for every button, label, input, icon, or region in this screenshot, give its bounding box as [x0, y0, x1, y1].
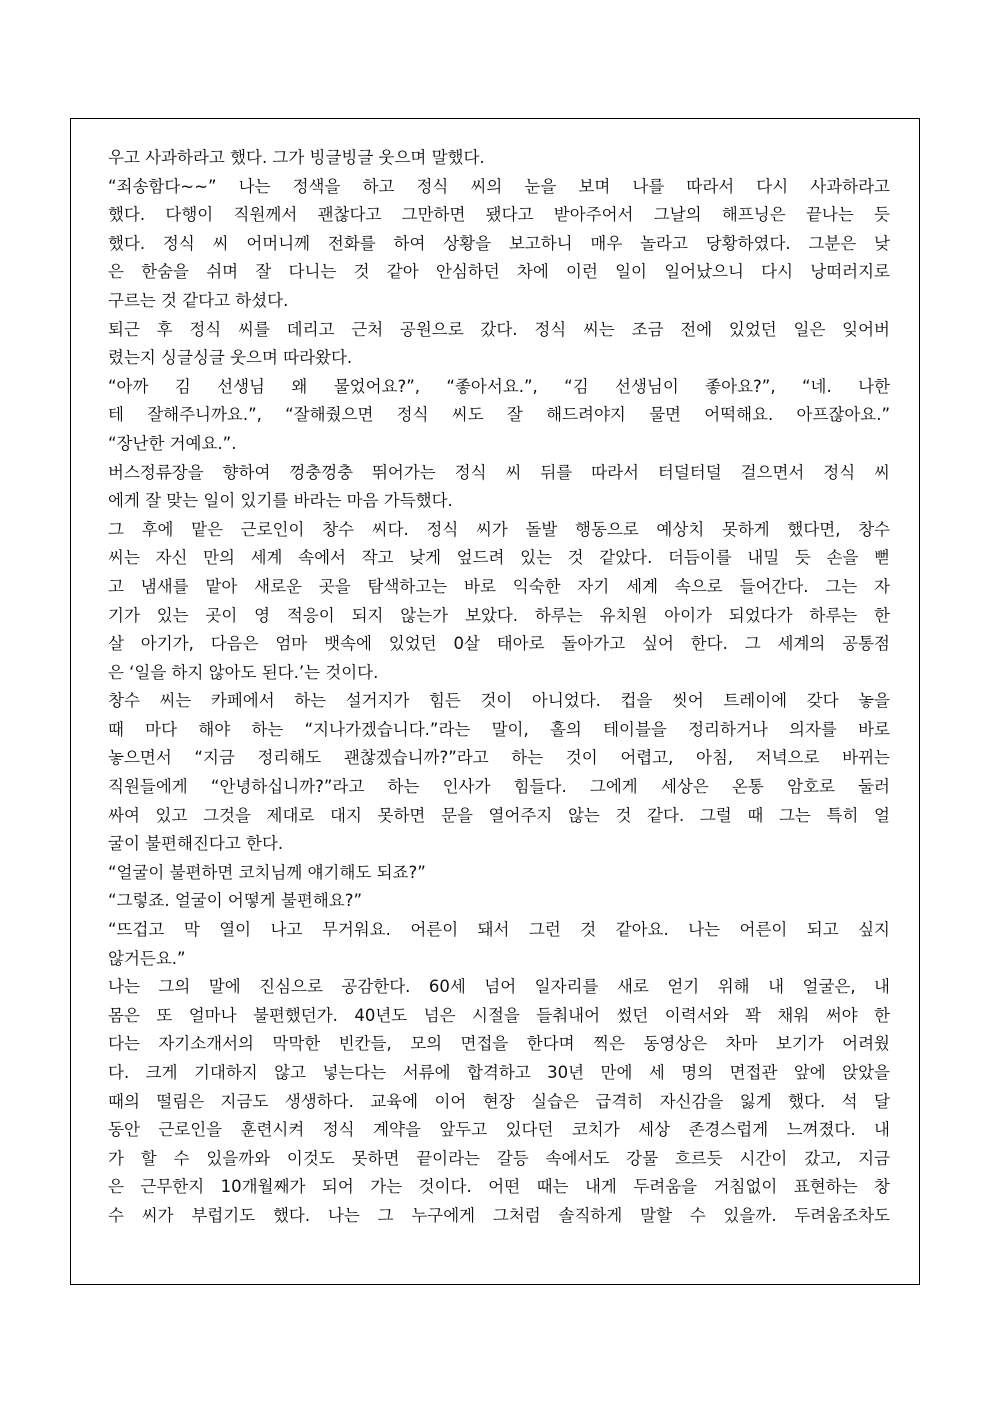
text-line: “장난한 거예요.”. — [108, 433, 237, 453]
text-line: 나는 그의 말에 진심으로 공감한다. 60세 넘어 일자리를 새로 얻기 위해 내 얼굴은, 내 — [108, 977, 890, 997]
text-line: “뜨겁고 막 열이 나고 무거워요. 어른이 돼서 그런 것 같아요. 나는 어른이 되고 싶지 — [108, 920, 890, 940]
text-line: 직원들에게 “안녕하십니까?”라고 하는 인사가 힘들다. 그에게 세상은 온통 암호로 둘러 — [108, 777, 890, 797]
text-line: 은 ‘일을 하지 않아도 된다.’는 것이다. — [108, 662, 379, 682]
text-line: 몸은 또 얼마나 불편했던가. 40년도 넘은 시절을 들춰내어 썼던 이력서와 꽉 채워 써야 한 — [108, 1005, 890, 1025]
text-line: 살 아기가, 다음은 엄마 뱃속에 있었던 0살 태아로 돌아가고 싶어 한다. 그 세계의 공통점 — [108, 634, 890, 654]
text-line: 놓으면서 “지금 정리해도 괜찮겠습니까?”라고 하는 것이 어렵고, 아침, 저녁으로 바뀌는 — [108, 748, 890, 768]
text-line: 다는 자기소개서의 막막한 빈칸들, 모의 면접을 한다며 찍은 동영상은 차마 보기가 어려웠 — [108, 1034, 890, 1054]
text-line: “그렇죠. 얼굴이 어떻게 불편해요?” — [108, 891, 363, 911]
text-line: 굴이 불편해진다고 한다. — [108, 834, 284, 854]
text-line: 때의 떨림은 지금도 생생하다. 교육에 이어 현장 실습은 급격히 자신감을 잃게 했다. 석 달 — [108, 1091, 890, 1111]
text-line: 은 한숨을 쉬며 잘 다니는 것 같아 안심하던 차에 이런 일이 일어났으니 다시 낭떠러지로 — [108, 262, 890, 282]
text-line: “아까 김 선생님 왜 물었어요?”, “좋아서요.”, “김 선생님이 좋아요?”, “네. 나한 — [108, 376, 890, 396]
text-line: 했다. 다행이 직원께서 괜찮다고 그만하면 됐다고 받아주어서 그날의 해프닝은 끝나는 듯 — [108, 205, 890, 225]
text-line: 수 씨가 부럽기도 했다. 나는 그 누구에게 그처럼 솔직하게 말할 수 있을까. 두려움조차도 — [108, 1205, 890, 1225]
text-line: 했다. 정식 씨 어머니께 전화를 하여 상황을 보고하니 매우 놀라고 당황하였다. 그분은 낮 — [108, 233, 890, 253]
text-line: 그 후에 맡은 근로인이 창수 씨다. 정식 씨가 돌발 행동으로 예상치 못하게 했다면, 창수 — [108, 519, 890, 539]
text-line: 우고 사과하라고 했다. 그가 빙글빙글 웃으며 말했다. — [108, 148, 485, 167]
text-line: 동안 근로인을 훈련시켜 정식 계약을 앞두고 있다던 코치가 세상 존경스럽게 느껴졌다. 내 — [108, 1120, 890, 1140]
text-line: 렸는지 싱글싱글 웃으며 따라왔다. — [108, 348, 353, 368]
text-line: “얼굴이 불편하면 코치님께 얘기해도 되죠?” — [108, 862, 426, 882]
text-line: 때 마다 해야 하는 “지나가겠습니다.”라는 말이, 홀의 테이블을 정리하거나 의자를 바로 — [108, 719, 890, 739]
text-line: 고 냄새를 맡아 새로운 곳을 탐색하고는 바로 익숙한 자기 세계 속으로 들어간다. 그는 자 — [108, 576, 890, 596]
text-line: 에게 잘 맞는 일이 있기를 바라는 마음 가득했다. — [108, 491, 453, 511]
text-line: 싸여 있고 그것을 제대로 대지 못하면 문을 열어주지 않는 것 같다. 그럴 때 그는 특히 얼 — [108, 805, 890, 825]
text-line: 기가 있는 곳이 영 적응이 되지 않는가 보았다. 하루는 유치원 아이가 되었다가 하루는 한 — [108, 605, 890, 625]
text-line: 않거든요.” — [108, 948, 186, 968]
text-line: 은 근무한지 10개월째가 되어 가는 것이다. 어떤 때는 내게 두려움을 거침없이 표현하는 창 — [108, 1177, 890, 1197]
text-line: 테 잘해주니까요.”, “잘해줬으면 정식 씨도 잘 해드려야지 물면 어떡해요. 아프잖아요.” — [108, 405, 890, 425]
text-line: 버스정류장을 향하여 껑충껑충 뛰어가는 정식 씨 뒤를 따라서 터덜터덜 걸으면서 정식 씨 — [108, 462, 890, 482]
text-line: 다. 크게 기대하지 않고 넣는다는 서류에 합격하고 30년 만에 세 명의 면접관 앞에 앉았을 — [108, 1063, 890, 1082]
text-line: 가 할 수 있을까와 이것도 못하면 끝이라는 갈등 속에서도 강물 흐르듯 시간이 갔고, 지금 — [108, 1148, 890, 1168]
text-line: 퇴근 후 정식 씨를 데리고 근처 공원으로 갔다. 정식 씨는 조금 전에 있었던 일은 잊어버 — [108, 319, 890, 339]
text-line: 씨는 자신 만의 세계 속에서 작고 낮게 엎드려 있는 것 같았다. 더듬이를 내밀 듯 손을 뻗 — [108, 548, 890, 568]
essay-text-body — [108, 144, 890, 1231]
text-line: 창수 씨는 카페에서 하는 설거지가 힘든 것이 아니었다. 컵을 씻어 트레이에 갖다 놓을 — [108, 691, 890, 711]
text-line: “죄송함다~~” 나는 정색을 하고 정식 씨의 눈을 보며 나를 따라서 다시 사과하라고 — [108, 176, 890, 196]
text-line: 구르는 것 같다고 하셨다. — [108, 290, 289, 310]
